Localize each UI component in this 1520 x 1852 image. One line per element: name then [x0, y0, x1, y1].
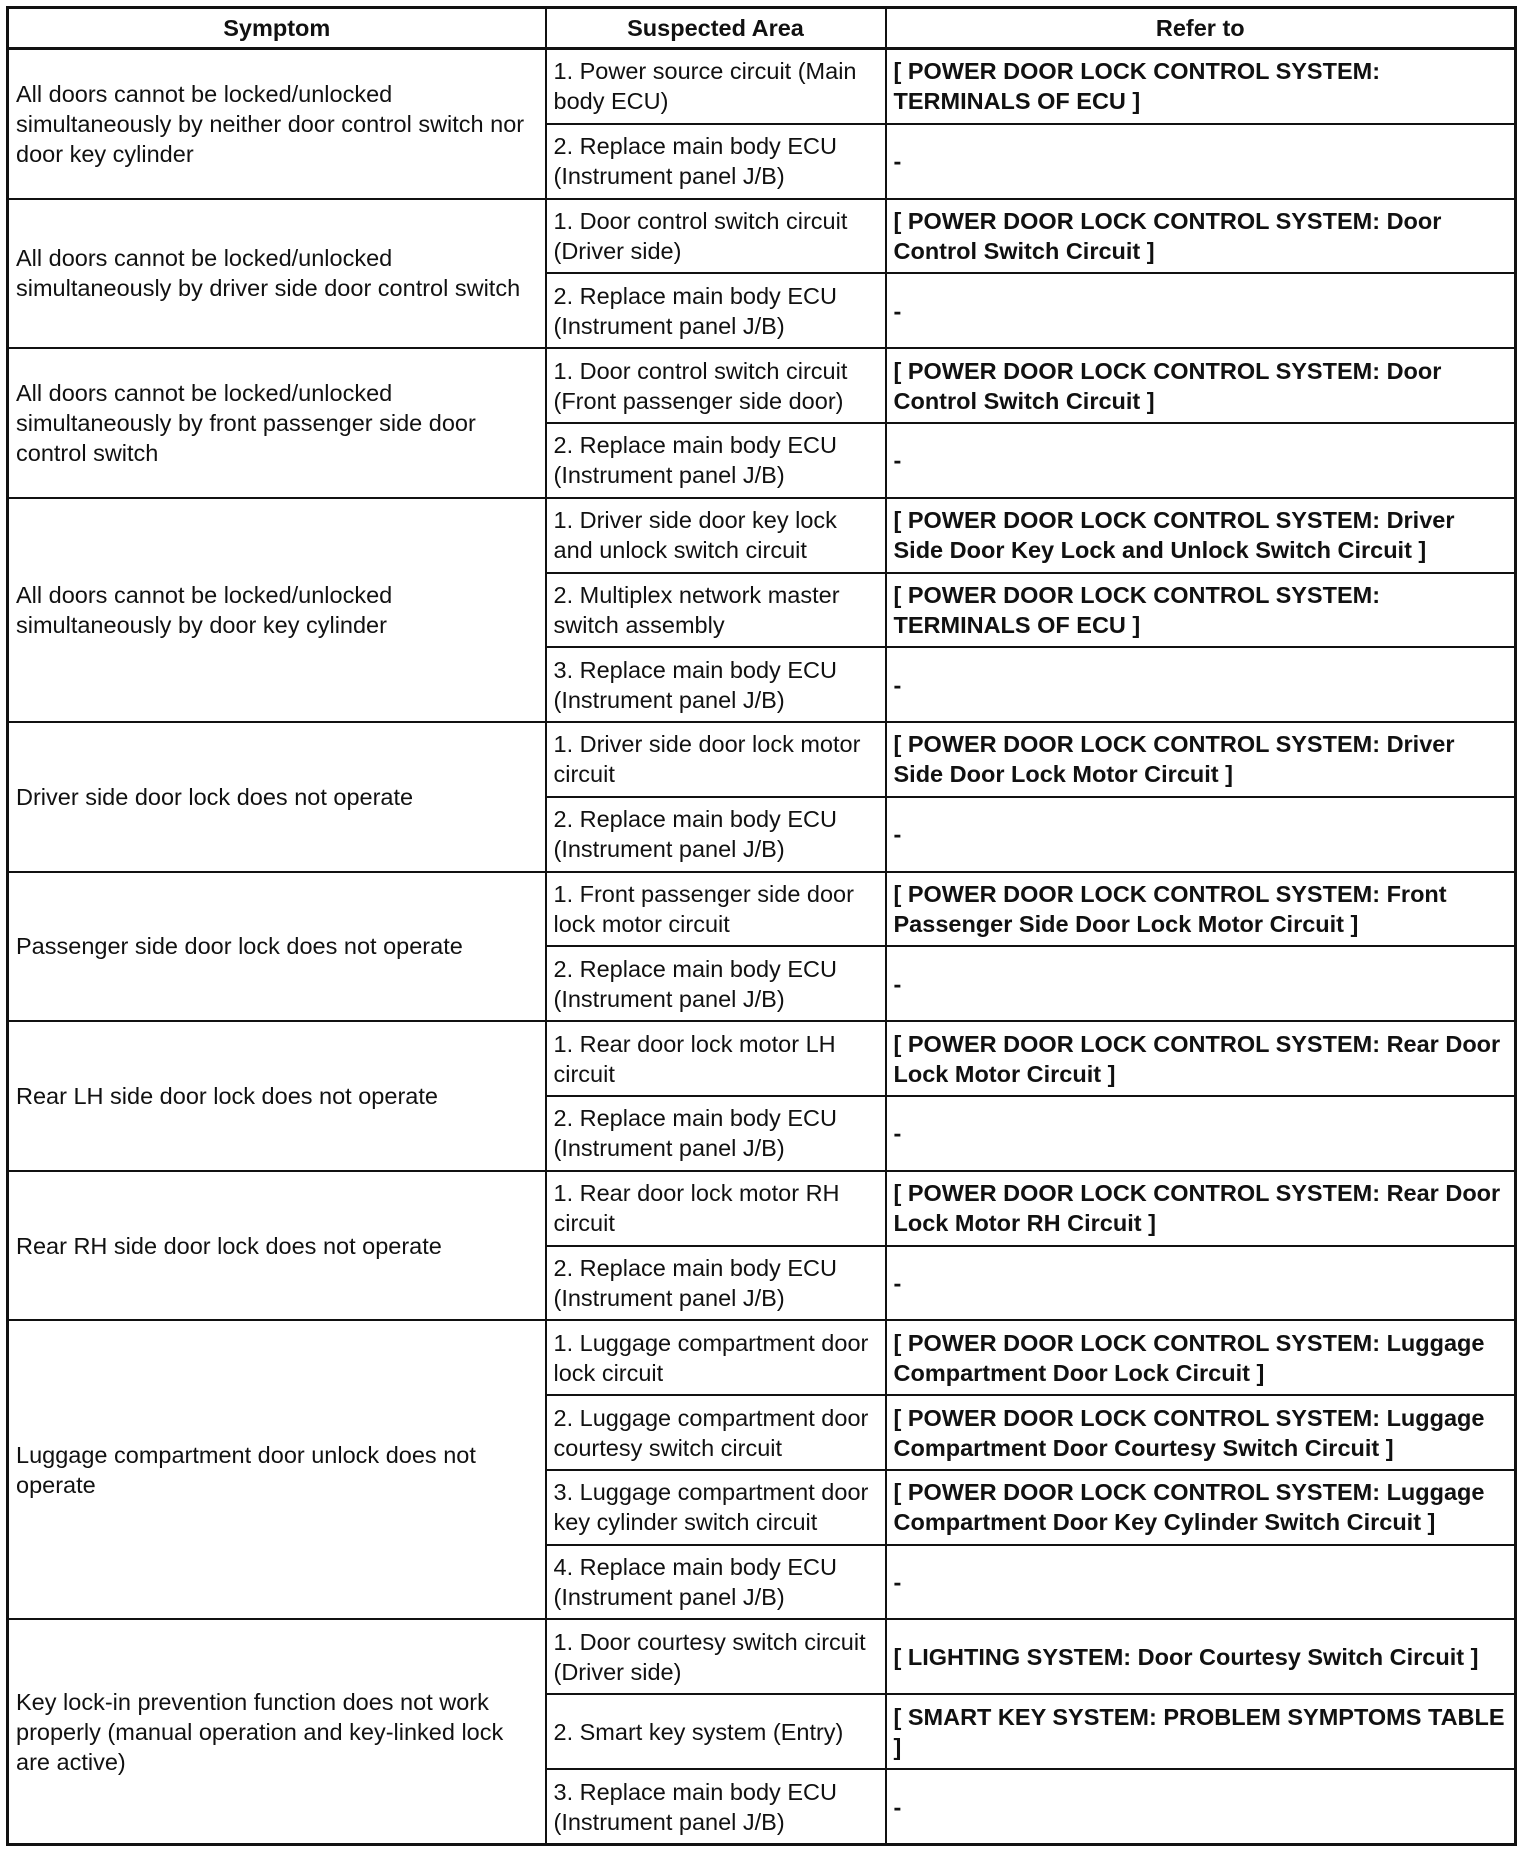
suspected-area-cell: 1. Driver side door key lock and unlock switch circuit: [546, 498, 886, 573]
refer-to-cell: [ POWER DOOR LOCK CONTROL SYSTEM: Luggage Compartment Door Courtesy Switch Circuit ]: [886, 1395, 1516, 1470]
suspected-area-cell: 1. Rear door lock motor RH circuit: [546, 1171, 886, 1246]
refer-to-cell: [ POWER DOOR LOCK CONTROL SYSTEM: Rear Door Lock Motor Circuit ]: [886, 1021, 1516, 1096]
suspected-area-cell: 1. Rear door lock motor LH circuit: [546, 1021, 886, 1096]
table-row: [8, 498, 1516, 573]
refer-to-cell: [ POWER DOOR LOCK CONTROL SYSTEM: Door Control Switch Circuit ]: [886, 199, 1516, 274]
suspected-area-cell: 3. Replace main body ECU (Instrument panel J/B): [546, 647, 886, 722]
suspected-area-cell: 3. Replace main body ECU (Instrument panel J/B): [546, 1769, 886, 1844]
suspected-area-cell: 2. Replace main body ECU (Instrument panel J/B): [546, 124, 886, 199]
symptom-cell: All doors cannot be locked/unlocked simultaneously by driver side door control switch: [8, 199, 546, 349]
table-row: [8, 872, 1516, 947]
suspected-area-cell: 1. Driver side door lock motor circuit: [546, 722, 886, 797]
suspected-area-cell: 4. Replace main body ECU (Instrument panel J/B): [546, 1545, 886, 1620]
symptom-cell: All doors cannot be locked/unlocked simultaneously by neither door control switch nor door key cylinder: [8, 49, 546, 199]
table-row: [8, 722, 1516, 797]
suspected-area-cell: 2. Replace main body ECU (Instrument panel J/B): [546, 1246, 886, 1321]
refer-to-cell: -: [886, 1096, 1516, 1171]
header-suspected-area: Suspected Area: [546, 8, 886, 49]
refer-to-cell: [ POWER DOOR LOCK CONTROL SYSTEM: Door Control Switch Circuit ]: [886, 348, 1516, 423]
symptom-cell: Key lock-in prevention function does not work properly (manual operation and key-linked lock are active): [8, 1619, 546, 1844]
symptom-cell: Luggage compartment door unlock does not operate: [8, 1320, 546, 1619]
symptom-cell: All doors cannot be locked/unlocked simultaneously by front passenger side door control switch: [8, 348, 546, 498]
refer-to-cell: -: [886, 1246, 1516, 1321]
suspected-area-cell: 2. Replace main body ECU (Instrument panel J/B): [546, 423, 886, 498]
refer-to-cell: [ POWER DOOR LOCK CONTROL SYSTEM: TERMINALS OF ECU ]: [886, 49, 1516, 124]
refer-to-cell: -: [886, 1545, 1516, 1620]
refer-to-cell: [ POWER DOOR LOCK CONTROL SYSTEM: Front Passenger Side Door Lock Motor Circuit ]: [886, 872, 1516, 947]
symptom-cell: Rear RH side door lock does not operate: [8, 1171, 546, 1321]
refer-to-cell: -: [886, 423, 1516, 498]
refer-to-cell: -: [886, 946, 1516, 1021]
refer-to-cell: -: [886, 124, 1516, 199]
suspected-area-cell: 2. Luggage compartment door courtesy switch circuit: [546, 1395, 886, 1470]
header-symptom: Symptom: [8, 8, 546, 49]
table-body: [8, 49, 1516, 1845]
table-row: [8, 199, 1516, 274]
suspected-area-cell: 2. Replace main body ECU (Instrument panel J/B): [546, 946, 886, 1021]
suspected-area-cell: 2. Replace main body ECU (Instrument panel J/B): [546, 273, 886, 348]
suspected-area-cell: 1. Door control switch circuit (Driver side): [546, 199, 886, 274]
suspected-area-cell: 2. Multiplex network master switch assembly: [546, 573, 886, 648]
refer-to-cell: [ POWER DOOR LOCK CONTROL SYSTEM: Driver Side Door Key Lock and Unlock Switch Circuit ]: [886, 498, 1516, 573]
table-row: [8, 1320, 1516, 1395]
suspected-area-cell: 1. Door courtesy switch circuit (Driver side): [546, 1619, 886, 1694]
refer-to-cell: [ POWER DOOR LOCK CONTROL SYSTEM: Rear Door Lock Motor RH Circuit ]: [886, 1171, 1516, 1246]
refer-to-cell: -: [886, 1769, 1516, 1844]
refer-to-cell: [ POWER DOOR LOCK CONTROL SYSTEM: Luggage Compartment Door Lock Circuit ]: [886, 1320, 1516, 1395]
symptom-cell: Passenger side door lock does not operate: [8, 872, 546, 1022]
refer-to-cell: -: [886, 647, 1516, 722]
suspected-area-cell: 3. Luggage compartment door key cylinder switch circuit: [546, 1470, 886, 1545]
refer-to-cell: [ LIGHTING SYSTEM: Door Courtesy Switch Circuit ]: [886, 1619, 1516, 1694]
table-row: [8, 1021, 1516, 1096]
suspected-area-cell: 1. Power source circuit (Main body ECU): [546, 49, 886, 124]
table-row: [8, 1171, 1516, 1246]
refer-to-cell: -: [886, 273, 1516, 348]
table-row: [8, 348, 1516, 423]
refer-to-cell: [ POWER DOOR LOCK CONTROL SYSTEM: TERMINALS OF ECU ]: [886, 573, 1516, 648]
symptom-table: [6, 6, 1517, 1846]
table-row: [8, 49, 1516, 124]
refer-to-cell: [ POWER DOOR LOCK CONTROL SYSTEM: Luggage Compartment Door Key Cylinder Switch Circuit ]: [886, 1470, 1516, 1545]
header-refer-to: Refer to: [886, 8, 1516, 49]
suspected-area-cell: 2. Smart key system (Entry): [546, 1694, 886, 1769]
symptom-cell: All doors cannot be locked/unlocked simultaneously by door key cylinder: [8, 498, 546, 722]
suspected-area-cell: 2. Replace main body ECU (Instrument panel J/B): [546, 797, 886, 872]
symptom-cell: Driver side door lock does not operate: [8, 722, 546, 872]
table-row: [8, 1619, 1516, 1694]
suspected-area-cell: 1. Luggage compartment door lock circuit: [546, 1320, 886, 1395]
suspected-area-cell: 1. Door control switch circuit (Front passenger side door): [546, 348, 886, 423]
refer-to-cell: [ POWER DOOR LOCK CONTROL SYSTEM: Driver Side Door Lock Motor Circuit ]: [886, 722, 1516, 797]
suspected-area-cell: 2. Replace main body ECU (Instrument panel J/B): [546, 1096, 886, 1171]
suspected-area-cell: 1. Front passenger side door lock motor circuit: [546, 872, 886, 947]
symptom-cell: Rear LH side door lock does not operate: [8, 1021, 546, 1171]
refer-to-cell: [ SMART KEY SYSTEM: PROBLEM SYMPTOMS TABLE ]: [886, 1694, 1516, 1769]
refer-to-cell: -: [886, 797, 1516, 872]
header-row: [8, 8, 1516, 49]
